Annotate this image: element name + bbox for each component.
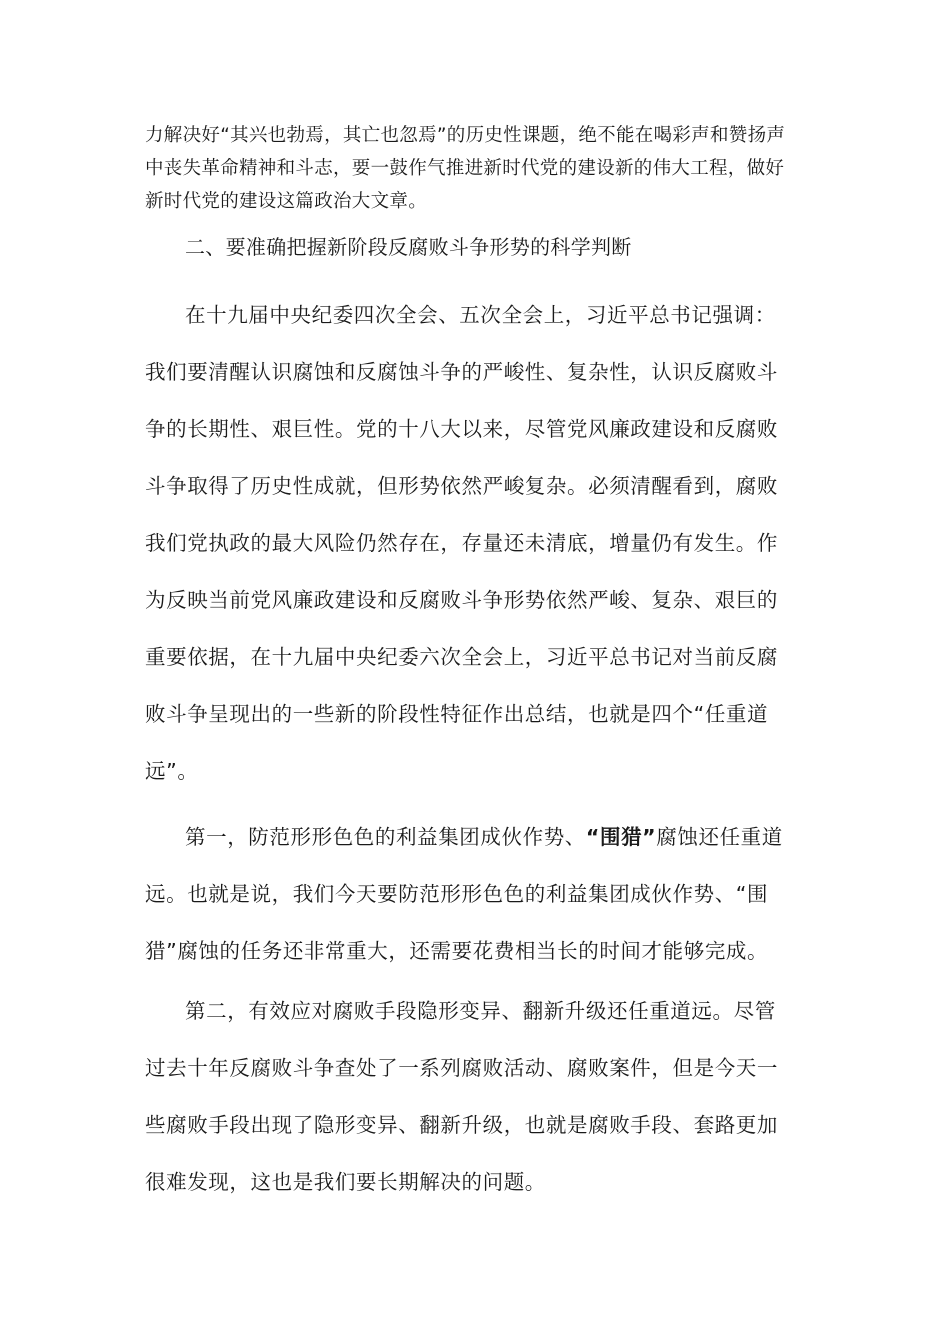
section-heading-text: 二、要准确把握新阶段反腐败斗争形势的科学判断: [185, 235, 632, 259]
text-line: 新时代党的建设这篇政治大文章。: [145, 191, 428, 212]
text-line: [145, 809, 807, 866]
text-segment: 腐蚀还任重道: [656, 825, 783, 849]
text-line: 为反映当前党风廉政建设和反腐败斗争形势依然严峻、复杂、艰巨的: [145, 588, 778, 612]
text-line: 在十九届中央纪委四次全会、五次全会上，习近平总书记强调：: [185, 303, 776, 327]
text-line: 第二，有效应对腐败手段隐形变异、翻新升级还任重道远。尽管: [185, 999, 776, 1023]
paragraph-2: [145, 809, 807, 980]
continuation-paragraph: [145, 119, 807, 218]
text-segment: 第一，防范形形色色的利益集团成伙作势、: [185, 825, 586, 849]
text-line: 远”。: [145, 759, 199, 783]
text-line: 我们要清醒认识腐蚀和反腐蚀斗争的严峻性、复杂性，认识反腐败斗: [145, 360, 778, 384]
text-line: 力解决好“其兴也勃焉，其亡也忽焉”的历史性课题，绝不能在喝彩声和赞扬声: [145, 125, 786, 146]
text-line: 重要依据，在十九届中央纪委六次全会上，习近平总书记对当前反腐: [145, 645, 778, 669]
text-line: 我们党执政的最大风险仍然存在，存量还未清底，增量仍有发生。作: [145, 531, 778, 555]
paragraph-1: [145, 287, 807, 800]
text-line: 斗争取得了历史性成就，但形势依然严峻复杂。必须清醒看到，腐败: [145, 474, 778, 498]
text-line: 远。也就是说，我们今天要防范形形色色的利益集团成伙作势、“围: [145, 882, 769, 906]
bold-quote: “围猎”: [585, 825, 657, 849]
text-line: 中丧失革命精神和斗志，要一鼓作气推进新时代党的建设新的伟大工程，做好: [145, 158, 785, 179]
text-line: 很难发现，这也是我们要长期解决的问题。: [145, 1170, 546, 1194]
section-heading: [145, 232, 807, 262]
paragraph-3: [145, 983, 807, 1211]
text-line: 争的长期性、艰巨性。党的十八大以来，尽管党风廉政建设和反腐败: [145, 417, 778, 441]
text-line: 猎”腐蚀的任务还非常重大，还需要花费相当长的时间才能够完成。: [145, 939, 769, 963]
text-line: 过去十年反腐败斗争查处了一系列腐败活动、腐败案件，但是今天一: [145, 1056, 778, 1080]
text-line: 败斗争呈现出的一些新的阶段性特征作出总结，也就是四个“任重道: [145, 702, 769, 726]
text-line: 些腐败手段出现了隐形变异、翻新升级，也就是腐败手段、套路更加: [145, 1113, 778, 1137]
